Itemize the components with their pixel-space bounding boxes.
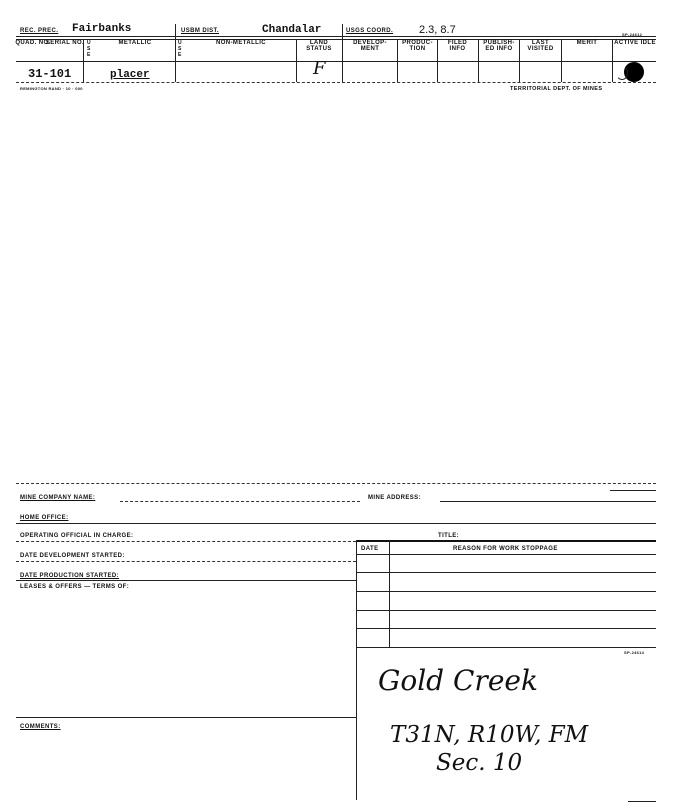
usbm-dist-value: Chandalar (262, 24, 322, 36)
merit-header: MERIT (576, 40, 598, 46)
rec-prec-value: Fairbanks (72, 23, 132, 35)
rec-prec-label: REC. PREC. (20, 28, 59, 34)
use-letter: E (178, 52, 182, 58)
dev-started-label: DATE DEVELOPMENT STARTED: (20, 553, 125, 559)
rule (16, 82, 656, 83)
use-letter: S (87, 46, 91, 52)
production-header: PRODUC-TION (402, 40, 433, 52)
mine-address-label: MINE ADDRESS: (368, 495, 421, 501)
usbm-dist-label: USBM DIST. (181, 28, 220, 34)
department-label: TERRITORIAL DEPT. OF MINES (510, 86, 603, 92)
usgs-coord-value: 2.3, 8.7 (419, 24, 456, 36)
operating-official-label: OPERATING OFFICIAL IN CHARGE: (20, 533, 134, 539)
title-label: TITLE: (438, 533, 460, 539)
usgs-coord-label: USGS COORD. (346, 28, 394, 34)
metallic-value: placer (110, 69, 150, 81)
use-letter: U (178, 40, 182, 46)
use-letter: E (87, 52, 91, 58)
printer-note: REMINGTON RAND · 10 · 000 (20, 86, 83, 91)
arc-mark-icon (616, 66, 628, 80)
rule (16, 61, 656, 62)
handwritten-location: Gold Creek (378, 664, 538, 697)
reason-header: REASON FOR WORK STOPPAGE (453, 546, 558, 552)
filed-info-header: FILED INFO (447, 40, 468, 52)
handwritten-section: Sec. 10 (436, 750, 523, 776)
serial-no-header: SERIAL NO. (45, 40, 85, 46)
prod-started-label: DATE PRODUCTION STARTED: (20, 573, 120, 579)
published-info-header: PUBLISH-ED INFO (483, 40, 515, 52)
date-header: DATE (361, 546, 379, 552)
active-idle-header: ACTIVE IDLE (614, 40, 656, 46)
handwritten-township: T31N, R10W, FM (390, 722, 589, 748)
quad-serial-value: 31-101 (28, 67, 72, 81)
leases-label: LEASES & OFFERS — TERMS OF: (20, 584, 130, 590)
quad-no-header: QUAD. NO. (15, 40, 51, 46)
mine-company-label: MINE COMPANY NAME: (20, 495, 96, 501)
use-letter: U (87, 40, 91, 46)
home-office-label: HOME OFFICE: (20, 515, 69, 521)
rule (16, 36, 656, 37)
use-letter: S (178, 46, 182, 52)
land-status-header: LAND STATUS (306, 40, 332, 52)
metallic-header: METALLIC (118, 40, 152, 46)
non-metallic-header: NON-METALLIC (215, 40, 266, 46)
land-status-mark: F (313, 58, 326, 79)
form-code-front: SP-24612 (622, 32, 643, 37)
development-header: DEVELOP-MENT (353, 40, 387, 52)
form-code-back: SP-24614 (624, 650, 645, 655)
last-visited-header: LAST VISITED (527, 40, 554, 52)
comments-label: COMMENTS: (20, 724, 61, 730)
